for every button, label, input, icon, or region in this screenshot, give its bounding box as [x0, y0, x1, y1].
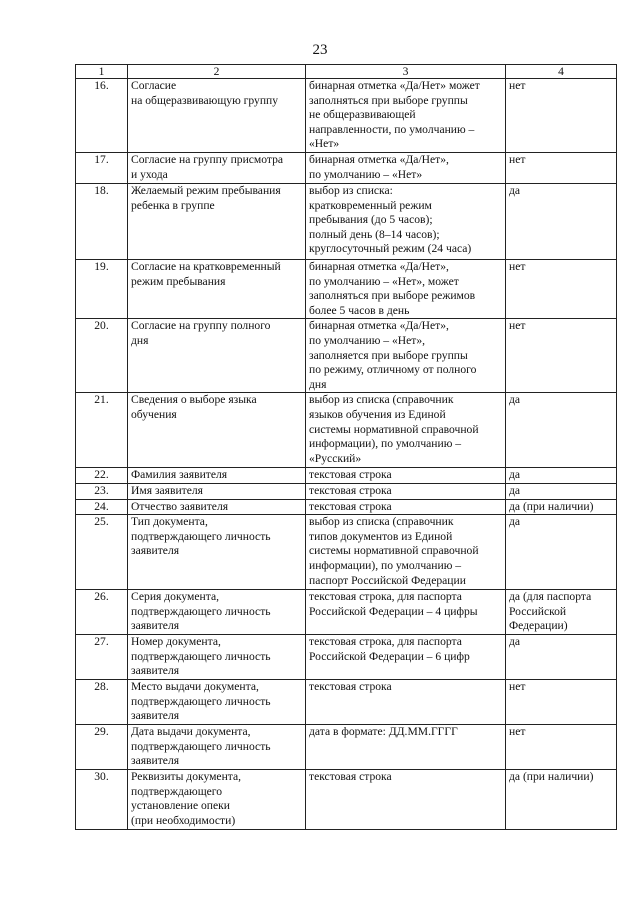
field-name: Сведения о выборе языка обучения [128, 393, 306, 468]
field-type: текстовая строка [306, 680, 506, 725]
table-row [76, 499, 617, 515]
field-type: выбор из списка (справочник типов документов из Единой системы нормативной справочной информации), по умолчанию – паспорт Российской Федерации [306, 515, 506, 590]
field-type: текстовая строка [306, 468, 506, 484]
row-number: 21. [76, 393, 128, 468]
field-type: текстовая строка, для паспорта Российской Федерации – 4 цифры [306, 590, 506, 635]
field-type: выбор из списка (справочник языков обучения из Единой системы нормативной справочной информации), по умолчанию – «Русский» [306, 393, 506, 468]
field-name: Согласие на группу полного дня [128, 319, 306, 393]
field-name: Имя заявителя [128, 483, 306, 499]
field-name: Реквизиты документа, подтверждающего установление опеки (при необходимости) [128, 770, 306, 830]
table-row [76, 590, 617, 635]
field-required: нет [506, 725, 617, 770]
row-number: 23. [76, 483, 128, 499]
field-name: Тип документа, подтверждающего личность заявителя [128, 515, 306, 590]
field-required: нет [506, 153, 617, 184]
page-number: 23 [312, 42, 328, 58]
field-type: бинарная отметка «Да/Нет», по умолчанию – «Нет», заполняется при выборе группы по режиму, отличному от полного дня [306, 319, 506, 393]
table-row [76, 725, 617, 770]
field-type: текстовая строка [306, 483, 506, 499]
field-name: Согласие на общеразвивающую группу [128, 79, 306, 153]
row-number: 19. [76, 260, 128, 319]
field-required: нет [506, 319, 617, 393]
row-number: 29. [76, 725, 128, 770]
table-row [76, 79, 617, 153]
table-header-row [76, 65, 617, 79]
row-number: 30. [76, 770, 128, 830]
field-required: да (для паспорта Российской Федерации) [506, 590, 617, 635]
field-type: бинарная отметка «Да/Нет» может заполняться при выборе группы не общеразвивающей направленности, по умолчанию – «Нет» [306, 79, 506, 153]
field-required: да (при наличии) [506, 770, 617, 830]
row-number: 17. [76, 153, 128, 184]
row-number: 16. [76, 79, 128, 153]
field-required: нет [506, 79, 617, 153]
table-row [76, 635, 617, 680]
field-name: Желаемый режим пребывания ребенка в группе [128, 184, 306, 260]
table-row [76, 153, 617, 184]
field-name: Номер документа, подтверждающего личность заявителя [128, 635, 306, 680]
field-type: бинарная отметка «Да/Нет», по умолчанию – «Нет», может заполняться при выборе режимов более 5 часов в день [306, 260, 506, 319]
row-number: 26. [76, 590, 128, 635]
field-name: Отчество заявителя [128, 499, 306, 515]
field-required: да [506, 635, 617, 680]
field-name: Согласие на группу присмотра и ухода [128, 153, 306, 184]
header-col-2: 2 [128, 65, 306, 79]
header-col-3: 3 [306, 65, 506, 79]
table-row [76, 468, 617, 484]
fields-table [75, 64, 617, 830]
field-type: выбор из списка: кратковременный режим пребывания (до 5 часов); полный день (8–14 часов); круглосуточный режим (24 часа) [306, 184, 506, 260]
row-number: 28. [76, 680, 128, 725]
table-row [76, 770, 617, 830]
field-name: Место выдачи документа, подтверждающего личность заявителя [128, 680, 306, 725]
field-required: да [506, 515, 617, 590]
header-col-1: 1 [76, 65, 128, 79]
field-required: нет [506, 260, 617, 319]
table-row [76, 483, 617, 499]
field-name: Фамилия заявителя [128, 468, 306, 484]
field-type: текстовая строка [306, 499, 506, 515]
table-row [76, 515, 617, 590]
row-number: 27. [76, 635, 128, 680]
table-row [76, 393, 617, 468]
field-required: нет [506, 680, 617, 725]
field-type: текстовая строка [306, 770, 506, 830]
table-row [76, 260, 617, 319]
field-required: да [506, 483, 617, 499]
field-type: бинарная отметка «Да/Нет», по умолчанию – «Нет» [306, 153, 506, 184]
field-required: да [506, 468, 617, 484]
row-number: 18. [76, 184, 128, 260]
field-required: да (при наличии) [506, 499, 617, 515]
row-number: 25. [76, 515, 128, 590]
row-number: 24. [76, 499, 128, 515]
header-col-4: 4 [506, 65, 617, 79]
row-number: 22. [76, 468, 128, 484]
field-required: да [506, 184, 617, 260]
field-name: Дата выдачи документа, подтверждающего личность заявителя [128, 725, 306, 770]
field-type: дата в формате: ДД.ММ.ГГГГ [306, 725, 506, 770]
table-row [76, 184, 617, 260]
field-required: да [506, 393, 617, 468]
field-name: Серия документа, подтверждающего личность заявителя [128, 590, 306, 635]
table-row [76, 319, 617, 393]
field-name: Согласие на кратковременный режим пребывания [128, 260, 306, 319]
table-row [76, 680, 617, 725]
field-type: текстовая строка, для паспорта Российской Федерации – 6 цифр [306, 635, 506, 680]
row-number: 20. [76, 319, 128, 393]
